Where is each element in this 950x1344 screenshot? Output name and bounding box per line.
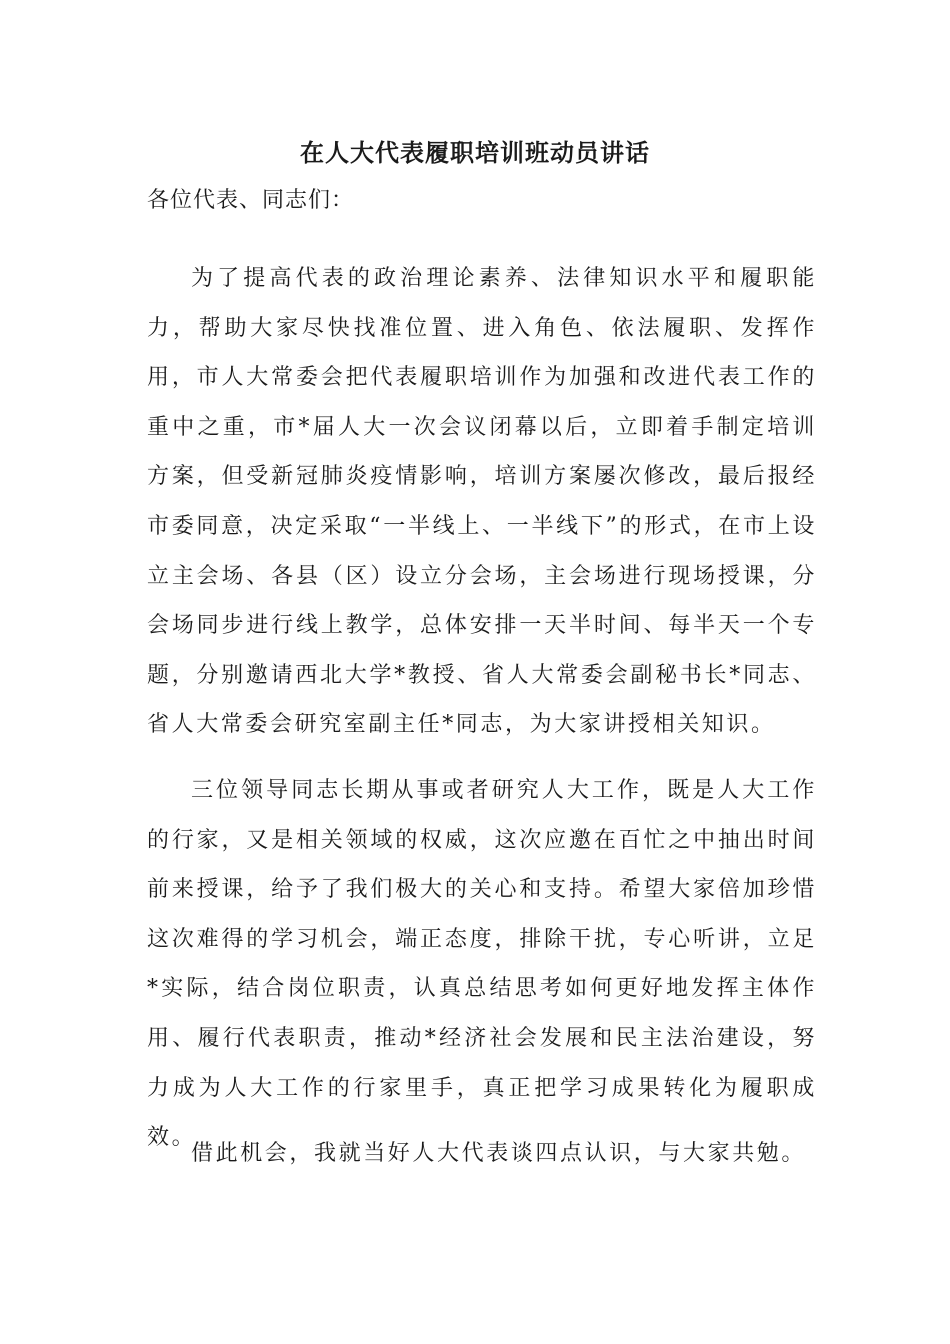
paragraph-1: 为了提高代表的政治理论素养、法律知识水平和履职能力，帮助大家尽快找准位置、进入角色、依法履职、发挥作用，市人大常委会把代表履职培训作为加强和改进代表工作的重中之重，市*届人大一次会议闭幕以后，立即着手制定培训方案，但受新冠肺炎疫情影响，培训方案屡次修改，最后报经市委同意，决定采取“一半线上、一半线下”的形式，在市上设立主会场、各县（区）设立分会场，主会场进行现场授课，分会场同步进行线上教学，总体安排一天半时间、每半天一个专题，分别邀请西北大学*教授、省人大常委会副秘书长*同志、省人大常委会研究室副主任*同志，为大家讲授相关知识。: [147, 266, 817, 738]
salutation: 各位代表、同志们：: [147, 188, 355, 213]
document-title: 在人大代表履职培训班动员讲话: [300, 138, 650, 167]
paragraph-2: 三位领导同志长期从事或者研究人大工作，既是人大工作的行家，又是相关领域的权威，这次应邀在百忙之中抽出时间前来授课，给予了我们极大的关心和支持。希望大家倍加珍惜这次难得的学习机会，端正态度，排除干扰，专心听讲，立足*实际，结合岗位职责，认真总结思考如何更好地发挥主体作用、履行代表职责，推动*经济社会发展和民主法治建设，努力成为人大工作的行家里手，真正把学习成果转化为履职成效。: [147, 778, 817, 1151]
paragraph-3: 借此机会，我就当好人大代表谈四点认识，与大家共勉。: [191, 1141, 807, 1166]
